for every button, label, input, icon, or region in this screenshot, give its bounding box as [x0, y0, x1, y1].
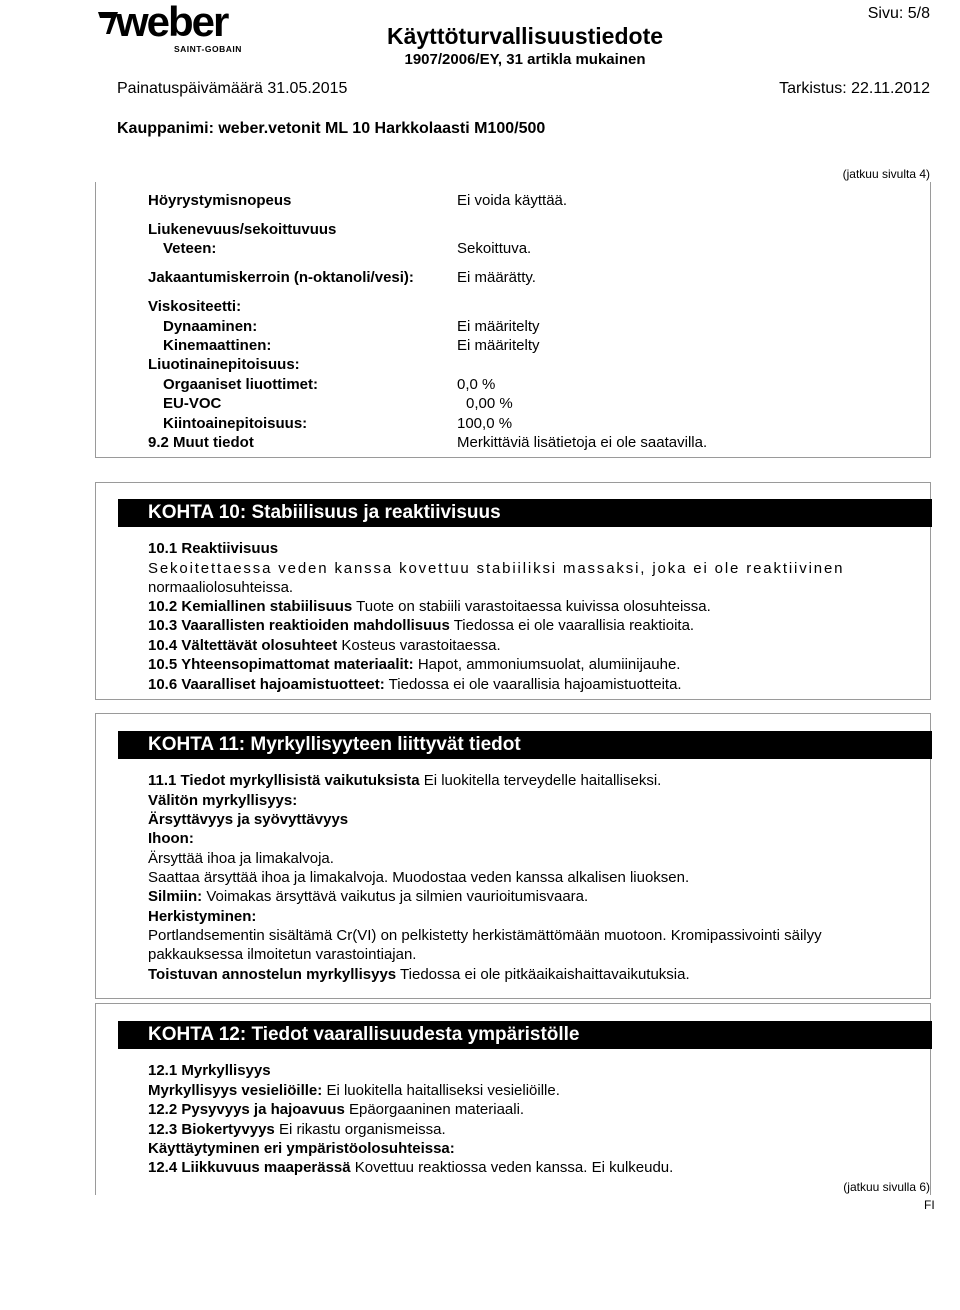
- subsection-text: normaaliolosuhteissa.: [148, 579, 294, 596]
- subsection-line: [148, 655, 680, 675]
- subsection-text: Epäorgaaninen materiaali.: [348, 1101, 525, 1118]
- subsection-line: [148, 1100, 524, 1120]
- property-label: EU-VOC: [163, 395, 222, 412]
- property-label: Kinemaattinen:: [163, 337, 272, 354]
- subsection-text: Tiedossa ei ole pitkäaikaishaittavaikutuksia.: [400, 966, 690, 983]
- subsection-line: [148, 636, 501, 656]
- subsection-heading: 10.1 Reaktiivisuus: [148, 540, 279, 557]
- subsection-text: Ei rikastu organismeissa.: [278, 1121, 446, 1138]
- property-label: Kiintoainepitoisuus:: [163, 415, 308, 432]
- property-value: Ei määrätty.: [457, 269, 536, 286]
- subsection-heading: 12.4 Liikkuvuus maaperässä: [148, 1159, 351, 1176]
- property-value: 100,0 %: [457, 415, 513, 432]
- property-value: Ei voida käyttää.: [457, 192, 568, 209]
- subsection-heading: Myrkyllisyys vesieliöille:: [148, 1082, 323, 1099]
- subsection-text: Ei luokitella terveydelle haitalliseksi.: [423, 772, 662, 789]
- subsection-heading: Herkistyminen:: [148, 908, 257, 925]
- property-value: Sekoittuva.: [457, 240, 532, 257]
- subsection-heading: 11.1 Tiedot myrkyllisistä vaikutuksista: [148, 772, 420, 789]
- subsection-text: Voimakas ärsyttävä vaikutus ja silmien vaurioitumisvaara.: [206, 888, 589, 905]
- subsection-heading: 10.2 Kemiallinen stabiilisuus: [148, 598, 353, 615]
- subsection-line: [148, 1158, 673, 1178]
- property-label: Dynaaminen:: [163, 318, 258, 335]
- weber-logo: [100, 0, 242, 54]
- subsection-heading: 12.3 Biokertyvyys: [148, 1121, 275, 1138]
- subsection-heading: 10.5 Yhteensopimattomat materiaalit:: [148, 656, 414, 673]
- subsection-text: Tiedossa ei ole vaarallisia reaktioita.: [453, 617, 695, 634]
- property-label: Orgaaniset liuottimet:: [163, 376, 319, 393]
- language-code: FI: [924, 1198, 935, 1212]
- subsection-line: [148, 771, 661, 791]
- section-12-heading: KOHTA 12: Tiedot vaarallisuudesta ympäristölle: [118, 1021, 932, 1049]
- property-label: Höyrystymisnopeus: [148, 192, 292, 209]
- revision-date: Tarkistus: 22.11.2012: [779, 80, 930, 97]
- document-title: Käyttöturvallisuustiedote: [386, 23, 664, 49]
- subsection-heading: 12.1 Myrkyllisyys: [148, 1062, 271, 1079]
- subsection-heading: Välitön myrkyllisyys:: [148, 792, 298, 809]
- subsection-line: [148, 616, 694, 636]
- subsection-line: [148, 887, 588, 907]
- subsection-text: pakkauksessa ilmoitetun varastointiajan.: [148, 946, 417, 963]
- property-label: Veteen:: [163, 240, 217, 257]
- subsection-line: [148, 1120, 446, 1140]
- section-11-heading: KOHTA 11: Myrkyllisyyteen liittyvät tiedot: [118, 731, 932, 759]
- property-label: 9.2 Muut tiedot: [148, 434, 254, 451]
- subsection-heading: Käyttäytyminen eri ympäristöolosuhteissa:: [148, 1140, 455, 1157]
- subsection-heading: Ärsyttävyys ja syövyttävyys: [148, 811, 349, 828]
- subsection-heading: 10.4 Vältettävät olosuhteet: [148, 637, 338, 654]
- subsection-text: Kovettuu reaktiossa veden kanssa. Ei kulkeudu.: [354, 1159, 674, 1176]
- document-subtitle: 1907/2006/EY, 31 artikla mukainen: [404, 51, 646, 68]
- property-value: Ei määritelty: [457, 318, 540, 335]
- subsection-heading: Silmiin:: [148, 888, 203, 905]
- trade-name: Kauppanimi: weber.vetonit ML 10 Harkkolaasti M100/500: [117, 120, 546, 137]
- property-label: Liuotinainepitoisuus:: [148, 356, 300, 373]
- subsection-text: Sekoitettaessa veden kanssa kovettuu stabiiliksi massaksi, joka ei ole reaktiivinen: [148, 560, 845, 577]
- subsection-line: [148, 675, 682, 695]
- property-label: Liukenevuus/sekoittuvuus: [148, 221, 337, 238]
- subsection-heading: 10.6 Vaaralliset hajoamistuotteet:: [148, 676, 385, 693]
- property-label: Jakaantumiskerroin (n-oktanoli/vesi):: [148, 269, 414, 286]
- subsection-heading: 12.2 Pysyvyys ja hajoavuus: [148, 1101, 345, 1118]
- property-value: Ei määritelty: [457, 337, 540, 354]
- logo-subtitle: SAINT-GOBAIN: [174, 44, 242, 54]
- subsection-text: Ei luokitella haitalliseksi vesieliöille.: [326, 1082, 560, 1099]
- continued-to-note: (jatkuu sivulla 6): [843, 1180, 930, 1194]
- page-number: Sivu: 5/8: [867, 5, 930, 22]
- subsection-text: Tuote on stabiili varastoitaessa kuivissa olosuhteissa.: [356, 598, 711, 615]
- continued-from-note: (jatkuu sivulta 4): [842, 167, 930, 181]
- subsection-heading: Toistuvan annostelun myrkyllisyys: [148, 966, 397, 983]
- property-value: Merkittäviä lisätietoja ei ole saatavilla.: [457, 434, 708, 451]
- subsection-text: Portlandsementin sisältämä Cr(VI) on pelkistetty herkistämättömään muotoon. Kromipassivointi säilyy: [148, 927, 822, 944]
- subsection-line: [148, 597, 711, 617]
- print-date: Painatuspäivämäärä 31.05.2015: [117, 80, 348, 97]
- subsection-text: Hapot, ammoniumsuolat, alumiinijauhe.: [417, 656, 681, 673]
- subsection-text: Saattaa ärsyttää ihoa ja limakalvoja. Muodostaa veden kanssa alkalisen liuoksen.: [148, 869, 690, 886]
- subsection-text: Kosteus varastoitaessa.: [341, 637, 501, 654]
- property-value: 0,0 %: [457, 376, 496, 393]
- subsection-text: Tiedossa ei ole vaarallisia hajoamistuotteita.: [388, 676, 682, 693]
- subsection-heading: Ihoon:: [148, 830, 194, 847]
- logo-wordmark: weber: [116, 0, 228, 45]
- subsection-text: Ärsyttää ihoa ja limakalvoja.: [148, 850, 334, 867]
- subsection-heading: 10.3 Vaarallisten reaktioiden mahdollisuus: [148, 617, 450, 634]
- property-label: Viskositeetti:: [148, 298, 242, 315]
- section-10-heading: KOHTA 10: Stabiilisuus ja reaktiivisuus: [118, 499, 932, 527]
- property-value: 0,00 %: [466, 395, 513, 412]
- subsection-line: [148, 965, 690, 985]
- subsection-line: [148, 1081, 560, 1101]
